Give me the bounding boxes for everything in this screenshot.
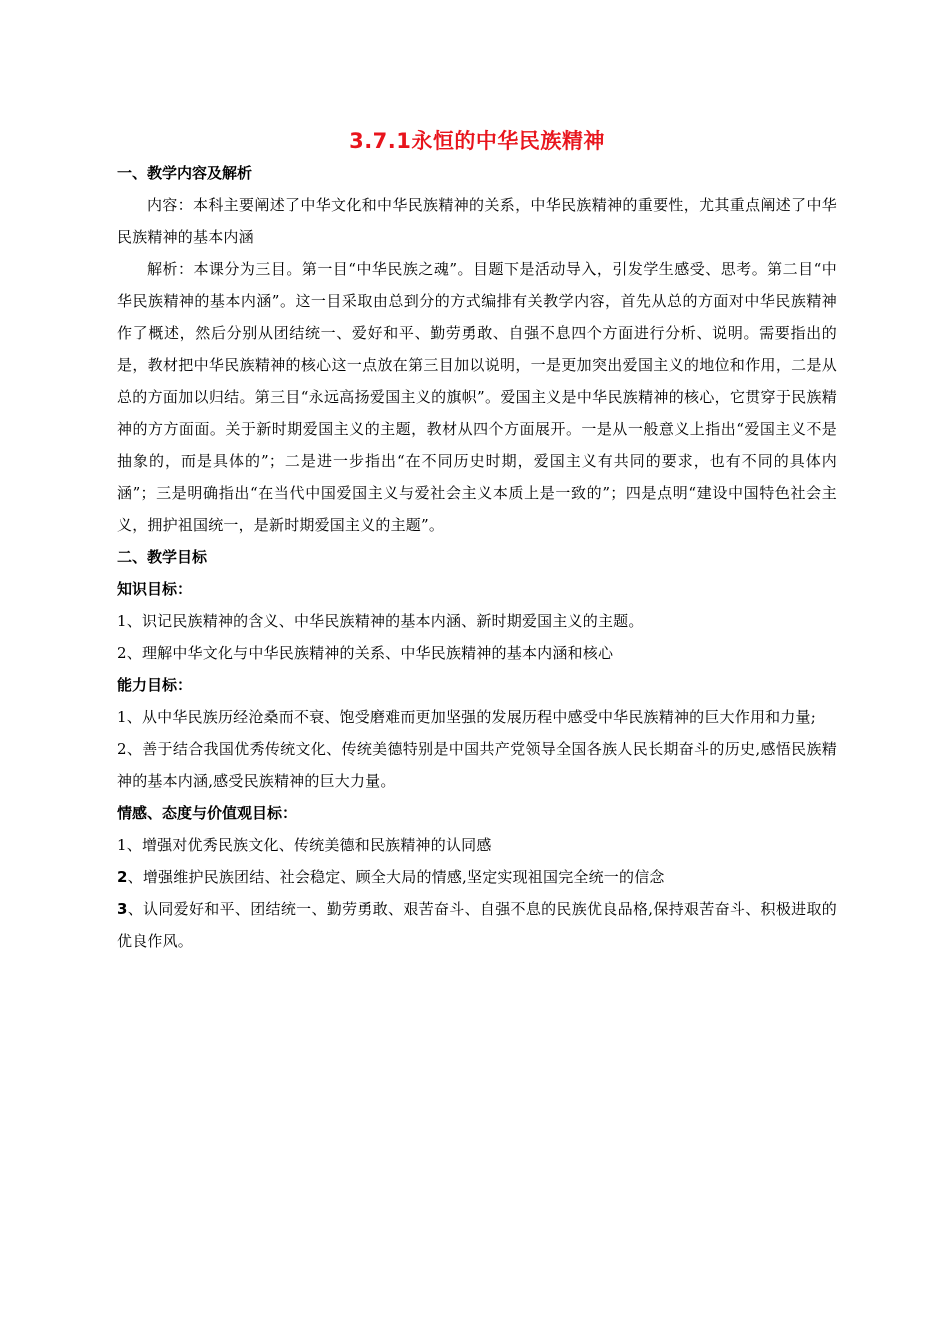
document-body <box>117 157 837 957</box>
document-title: 3.7.1永恒的中华民族精神 <box>349 129 605 153</box>
ability-goal-item: 2、善于结合我国优秀传统文化、传统美德特别是中国共产党领导全国各族人民长期奋斗的历史,感悟民族精神的基本内涵,感受民族精神的巨大力量。 <box>117 740 837 790</box>
item-number: 3 <box>117 900 128 918</box>
item-number: 2 <box>117 868 128 886</box>
analysis-paragraph: 解析：本课分为三目。第一目“中华民族之魂”。目题下是活动导入，引发学生感受、思考。第二目“中华民族精神的基本内涵”。这一目采取由总到分的方式编排有关教学内容，首先从总的方面对中华民族精神作了概述，然后分别从团结统一、爱好和平、勤劳勇敢、自强不息四个方面进行分析、说明。需要指出的是，教材把中华民族精神的核心这一点放在第三目加以说明，一是更加突出爱国主义的地位和作用，二是从总的方面加以归结。第三目“永远高扬爱国主义的旗帜”。爱国主义是中华民族精神的核心，它贯穿于民族精神的方方面面。关于新时期爱国主义的主题，教材从四个方面展开。一是从一般意义上指出“爱国主义不是抽象的，而是具体的”；二是进一步指出“在不同历史时期，爱国主义有共同的要求，也有不同的具体内涵”；三是明确指出“在当代中国爱国主义与爱社会主义本质上是一致的”；四是点明“建设中国特色社会主义，拥护祖国统一，是新时期爱国主义的主题”。 <box>117 260 837 534</box>
subheading-knowledge-goals: 知识目标： <box>117 580 193 598</box>
knowledge-goal-item: 2、理解中华文化与中华民族精神的关系、中华民族精神的基本内涵和核心 <box>117 644 614 662</box>
content-paragraph: 内容：本科主要阐述了中华文化和中华民族精神的关系，中华民族精神的重要性，尤其重点阐述了中华民族精神的基本内涵 <box>117 196 837 246</box>
ability-goal-item: 1、从中华民族历经沧桑而不衰、饱受磨难而更加坚强的发展历程中感受中华民族精神的巨大作用和力量; <box>117 708 817 726</box>
section-heading-teaching-content: 一、教学内容及解析 <box>117 164 253 182</box>
subheading-emotion-goals: 情感、态度与价值观目标： <box>117 804 298 822</box>
emotion-goal-item <box>117 893 837 957</box>
subheading-ability-goals: 能力目标： <box>117 676 193 694</box>
emotion-goal-item <box>117 861 837 893</box>
section-heading-teaching-goals: 二、教学目标 <box>117 548 208 566</box>
item-text: 、认同爱好和平、团结统一、勤劳勇敢、艰苦奋斗、自强不息的民族优良品格,保持艰苦奋斗、积极进取的优良作风。 <box>117 900 837 950</box>
knowledge-goal-item: 1、识记民族精神的含义、中华民族精神的基本内涵、新时期爱国主义的主题。 <box>117 612 644 630</box>
emotion-goal-item: 1、增强对优秀民族文化、传统美德和民族精神的认同感 <box>117 836 492 854</box>
item-text: 、增强维护民族团结、社会稳定、顾全大局的情感,坚定实现祖国完全统一的信念 <box>127 868 665 886</box>
